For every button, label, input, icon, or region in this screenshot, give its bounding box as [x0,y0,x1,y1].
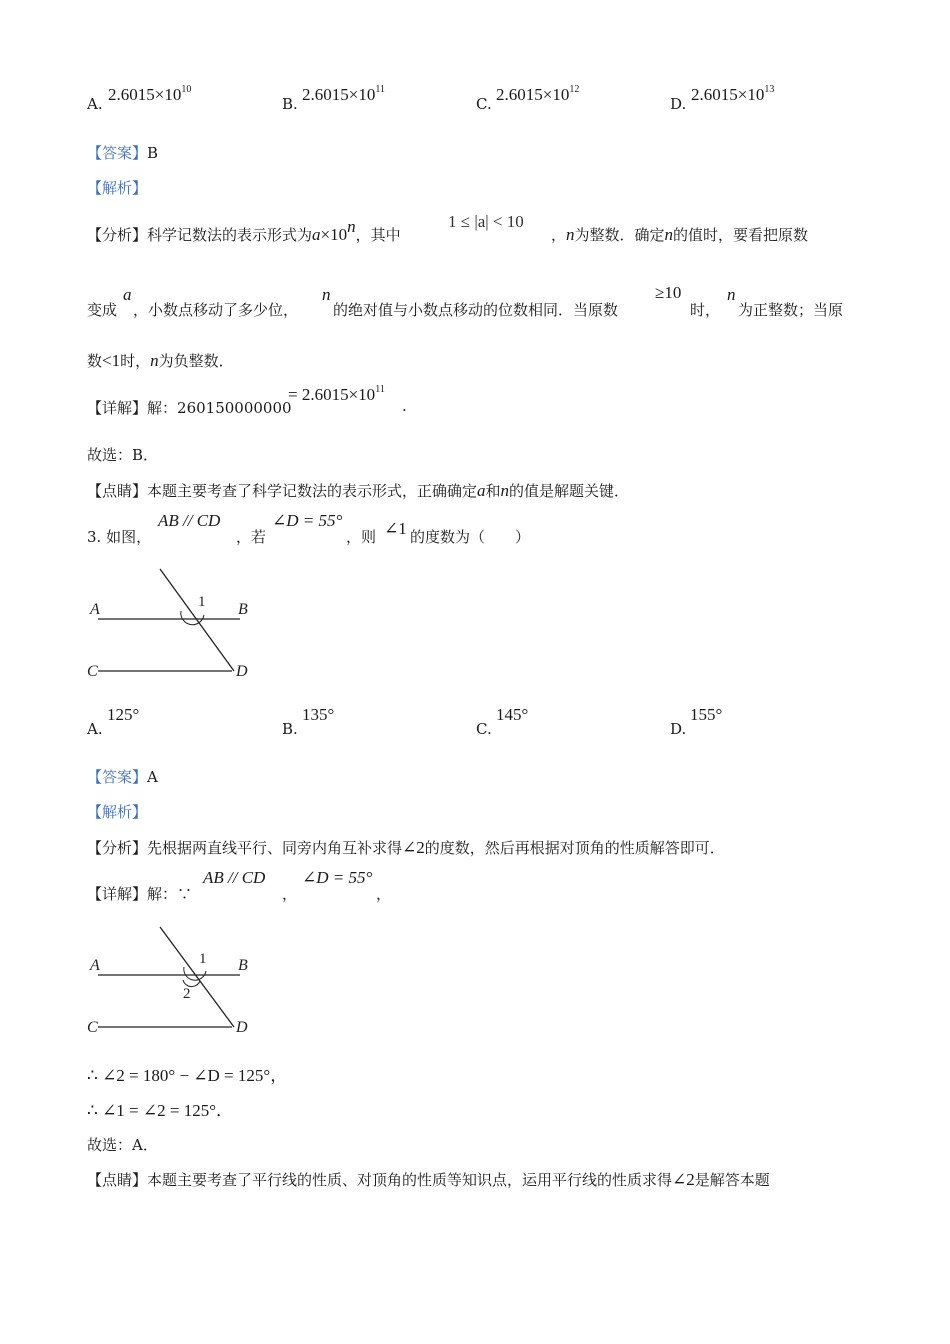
transversal [160,569,234,671]
option-value: $2.6015\times 10^{10}$ [108,84,192,104]
q3-stem-tail: 的度数为（ ） [410,528,531,546]
option-value: 155° [690,705,723,724]
q3-figure-2 [80,920,280,1045]
option-value: 125° [107,705,140,724]
q3-guxuan: 故选：A． [87,1136,158,1154]
q2-answer [87,142,158,163]
q3-stem-parallel: AB // CD [158,511,221,530]
q3-xiangjie-parallel: AB // CD [203,868,266,887]
option-letter: C. [476,95,492,113]
q3-xiangjie-lead: 【详解】解：∵ [87,885,193,903]
q3-stem-angle1: ∠1 [384,519,407,538]
q3-xiangjie-angle-d: ∠D = 55° [302,868,373,887]
option-value: $2.6015\times 10^{11}$ [302,84,385,104]
q2-fenxi-n: n [322,285,331,304]
q2-fenxi-line2a: 变成 [87,301,118,319]
label-c: C [87,663,98,680]
q2-fenxi-line1-tail: ，n为整数．确定n的值时，要看把原数 [551,225,809,244]
q2-inequality: 1 ≤ |a| < 10 [448,212,524,231]
q3-stem-comma2: ，则 [346,528,377,546]
q2-analysis-tag: 【解析】 [87,179,148,197]
q3-step2: ∴ ∠1 = ∠2 = 125°． [87,1101,234,1120]
label-b: B [238,957,248,974]
label-b: B [238,601,248,618]
q3-stem-angle-d: ∠D = 55° [272,511,343,530]
q2-fenxi-line2c: 的绝对值与小数点移动的位数相同．当原数 [333,301,619,319]
q3-step1: ∴ ∠2 = 180° − ∠D = 125°， [87,1066,288,1085]
label-d: D [236,663,248,680]
q2-fenxi-line3: 数<1时，n为负整数． [87,351,234,370]
label-c: C [87,1019,98,1036]
q3-figure-1 [80,562,280,687]
transversal [160,927,234,1027]
q2-dianjing: 【点睛】本题主要考查了科学记数法的表示形式，正确确定a和n的值是解题关键． [87,481,630,500]
option-letter: B. [282,720,298,738]
option-value: $2.6015\times 10^{13}$ [691,84,775,104]
label-a: A [90,601,100,618]
q2-fenxi-line2e: 为正整数；当原 [738,301,844,319]
q2-guxuan: 故选：B． [87,446,159,464]
label-1: 1 [198,594,206,610]
q3-analysis-tag: 【解析】 [87,803,148,821]
q2-fenxi-ge10: ≥10 [655,283,682,302]
q2-fenxi-line1: 【分析】科学记数法的表示形式为$a\times 10^n$，其中 [87,217,401,244]
q2-xiangjie-end: . [402,397,407,415]
q3-stem-num: 3. 如图， [87,528,152,546]
q3-xiangjie-comma: ， [282,885,298,903]
q2-fenxi-a: a [123,285,132,304]
q2-fenxi-line2d: 时， [690,301,721,319]
answer-value: A [147,768,158,786]
q3-dianjing: 【点睛】本题主要考查了平行线的性质、对顶角的性质等知识点，运用平行线的性质求得∠2是解答本题 [87,1170,770,1189]
label-2: 2 [183,986,191,1002]
option-value: $2.6015\times 10^{12}$ [496,84,580,104]
option-letter: C. [476,720,492,738]
q3-fenxi: 【分析】先根据两直线平行、同旁内角互补求得∠2的度数，然后再根据对顶角的性质解答即可． [87,838,725,857]
answer-tag: 【答案】 [87,144,148,162]
option-letter: A. [87,720,103,738]
q2-xiangjie-result: = $2.6015\times 10^{11}$ [288,384,385,404]
q2-xiangjie: 【详解】解：260150000000 [87,399,292,417]
label-a: A [90,957,100,974]
option-value: 135° [302,705,335,724]
option-letter: B. [282,95,298,113]
answer-tag: 【答案】 [87,768,148,786]
answer-value: B [147,144,159,162]
label-1: 1 [199,951,207,967]
option-letter: A. [87,95,103,113]
q3-answer [87,766,158,787]
option-letter: D. [670,95,687,113]
option-letter: D. [670,720,687,738]
option-value: 145° [496,705,529,724]
q3-stem-comma1: ，若 [236,528,267,546]
q3-xiangjie-comma2: ， [376,885,392,903]
q2-fenxi-n2: n [727,285,736,304]
q2-fenxi-line2b: ，小数点移动了多少位， [133,301,299,319]
label-d: D [236,1019,248,1036]
